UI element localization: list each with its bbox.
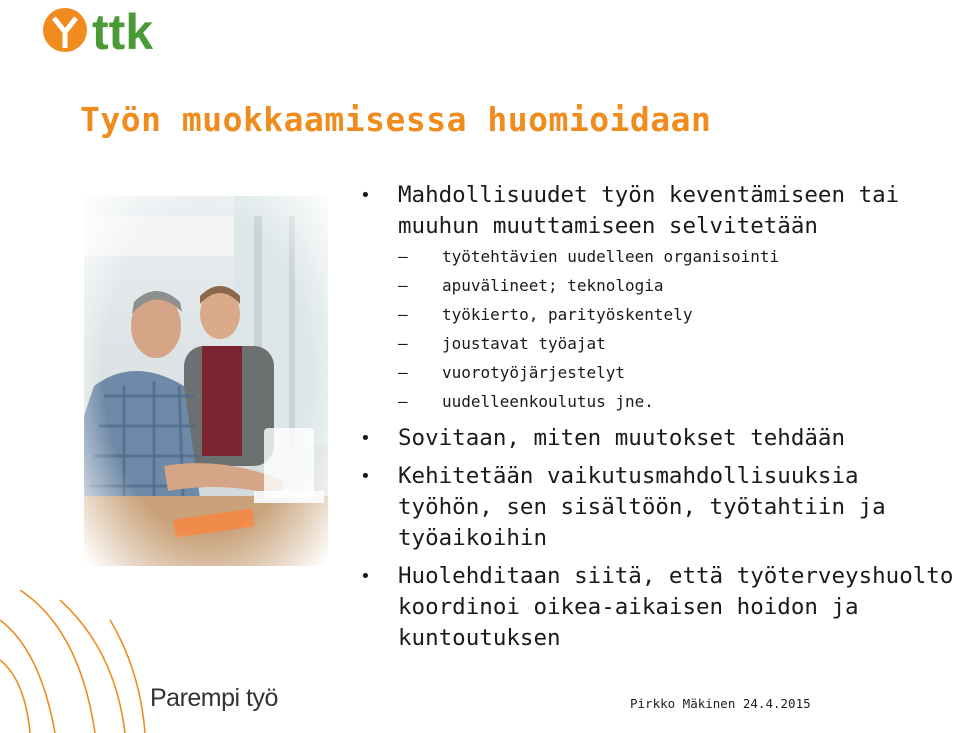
decorative-arcs-icon — [0, 590, 150, 733]
sub-dash: — — [398, 334, 408, 353]
ttk-y-emblem-icon — [40, 4, 190, 56]
bullet-item-influence — [358, 461, 958, 554]
sub-item-text: apuvälineet; teknologia — [442, 276, 664, 295]
bullet-list — [358, 180, 958, 654]
sub-item-text: joustavat työajat — [442, 334, 606, 353]
sub-item-rotation — [398, 300, 958, 329]
bullet-text: Kehitetään vaikutusmahdollisuuksia työhön, sen sisältöön, työtahtiin ja työaikoihin — [398, 463, 886, 551]
bullet-dot: • — [360, 185, 371, 206]
brand-name: Parempi työ — [150, 684, 278, 712]
ttk-logo — [40, 4, 190, 56]
sub-item-text: työkierto, parityöskentely — [442, 305, 693, 324]
bullet-item-agree — [358, 423, 958, 454]
sub-item-shift-arrangements — [398, 358, 958, 387]
sub-item-tools — [398, 271, 958, 300]
bullet-item-health-care — [358, 561, 958, 654]
bullet-text: Sovitaan, miten muutokset tehdään — [398, 425, 846, 451]
bullet-dot: • — [360, 566, 371, 587]
sub-dash: — — [398, 305, 408, 324]
sub-dash: — — [398, 247, 408, 266]
logo-wordmark: ttk — [92, 4, 154, 56]
sub-dash: — — [398, 276, 408, 295]
sub-item-text: vuorotyöjärjestelyt — [442, 363, 626, 382]
sub-item-reorganization — [398, 242, 958, 271]
bullet-dot: • — [360, 466, 371, 487]
bullet-dot: • — [360, 428, 371, 449]
sub-item-retraining — [398, 387, 958, 416]
slide-title: Työn muokkaamisessa huomioidaan — [80, 100, 712, 139]
office-meeting-photo — [84, 196, 328, 566]
slide-content — [358, 180, 958, 661]
bullet-text: Mahdollisuudet työn keventämiseen tai muuhun muuttamiseen selvitetään — [398, 182, 900, 239]
sub-item-text: uudelleenkoulutus jne. — [442, 392, 654, 411]
author-date: Pirkko Mäkinen 24.4.2015 — [630, 696, 811, 711]
bullet-text: Huolehditaan siitä, että työterveyshuolto koordinoi oikea-aikaisen hoidon ja kuntoutuksen — [398, 563, 954, 651]
bullet-item-options — [358, 180, 958, 416]
sub-bullet-list — [398, 242, 958, 416]
sub-item-text: työtehtävien uudelleen organisointi — [442, 247, 780, 266]
sub-dash: — — [398, 363, 408, 382]
sub-item-flexible-hours — [398, 329, 958, 358]
sub-dash: — — [398, 392, 408, 411]
